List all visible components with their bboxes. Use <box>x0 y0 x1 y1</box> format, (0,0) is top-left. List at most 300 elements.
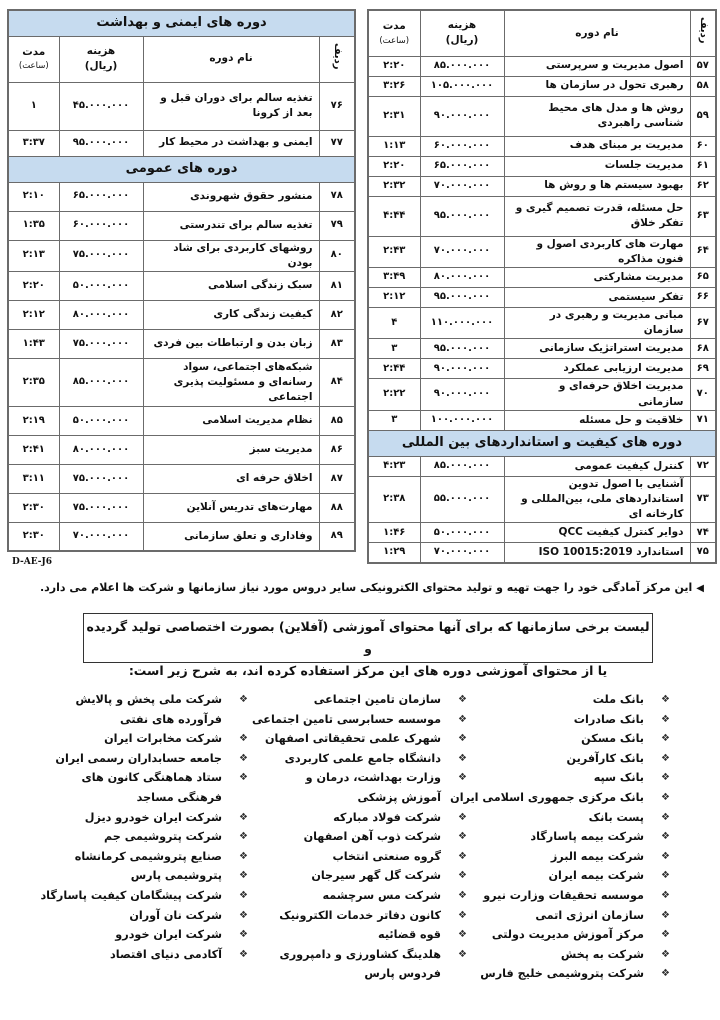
course-cost: ۵۰.۰۰۰.۰۰۰ <box>59 406 143 435</box>
course-name: مدیریت استراتژیک سازمانی <box>504 339 690 359</box>
course-cost: ۴۵.۰۰۰.۰۰۰ <box>59 82 143 130</box>
organization-item <box>267 945 467 965</box>
organization-item <box>48 925 248 945</box>
row-number: ۶۲ <box>690 176 716 196</box>
organization-name: پتروشیمی پارس <box>130 869 222 883</box>
organization-name: دانشگاه جامع علمی کاربردی <box>284 751 441 765</box>
row-number: ۷۷ <box>319 130 355 156</box>
row-number: ۷۵ <box>690 543 716 563</box>
organization-item <box>480 964 670 984</box>
management-courses-table <box>367 9 717 564</box>
course-duration: ۲:۱۳ <box>8 240 59 271</box>
diamond-bullet-icon: ❖ <box>661 909 670 921</box>
diamond-bullet-icon: ❖ <box>458 850 467 862</box>
course-cost: ۵۰.۰۰۰.۰۰۰ <box>420 523 504 543</box>
row-number: ۸۷ <box>319 464 355 493</box>
diamond-bullet-icon: ❖ <box>239 929 248 941</box>
course-name: زبان بدن و ارتباطات بین فردی <box>143 329 319 358</box>
header-course-name: نام دوره <box>504 10 690 56</box>
course-duration: ۲:۱۹ <box>8 406 59 435</box>
course-duration: ۴:۲۳ <box>368 456 420 476</box>
diamond-bullet-icon: ❖ <box>239 909 248 921</box>
organization-item <box>267 768 467 788</box>
table-row <box>8 493 355 522</box>
course-duration: ۴:۴۴ <box>368 196 420 236</box>
course-cost: ۹۰.۰۰۰.۰۰۰ <box>420 359 504 379</box>
course-name: مهارت‌های تدریس آنلاین <box>143 493 319 522</box>
diamond-bullet-icon: ❖ <box>661 850 670 862</box>
diamond-bullet-icon: ❖ <box>458 713 467 725</box>
organization-item <box>40 886 248 906</box>
row-number: ۵۷ <box>690 56 716 76</box>
organization-name: شرکت پیشگامان کیفیت پاسارگاد <box>40 888 222 902</box>
table-row <box>368 76 716 96</box>
row-number: ۷۹ <box>319 211 355 240</box>
organization-item <box>48 690 248 710</box>
organization-name: بانک کارآفرین <box>566 751 644 765</box>
organization-item <box>48 749 248 769</box>
row-number: ۷۶ <box>319 82 355 130</box>
row-number: ۶۹ <box>690 359 716 379</box>
course-name: رهبری تحول در سازمان ها <box>504 76 690 96</box>
organization-item <box>267 886 467 906</box>
organization-item <box>48 847 248 867</box>
section-title-general <box>8 156 355 182</box>
course-cost: ۷۵.۰۰۰.۰۰۰ <box>59 329 143 358</box>
table-row <box>8 182 355 211</box>
course-duration: ۲:۳۲ <box>368 176 420 196</box>
course-duration: ۲:۳۵ <box>8 358 59 406</box>
table-row <box>368 56 716 76</box>
organization-item <box>267 847 467 867</box>
diamond-bullet-icon: ❖ <box>458 811 467 823</box>
diamond-bullet-icon: ❖ <box>239 772 248 784</box>
course-cost: ۵۵.۰۰۰.۰۰۰ <box>420 476 504 523</box>
organization-name: وزارت بهداشت، درمان و <box>305 771 441 785</box>
course-duration: ۳ <box>368 339 420 359</box>
organization-name: شهرک علمی تحقیقاتی اصفهان <box>264 732 441 746</box>
section-title-quality <box>368 430 716 456</box>
header-duration: مدت (ساعت) <box>368 10 420 56</box>
organization-name: بانک سپه <box>593 771 644 785</box>
course-duration: ۲:۳۱ <box>368 96 420 136</box>
course-cost: ۷۰.۰۰۰.۰۰۰ <box>420 236 504 267</box>
row-number: ۷۰ <box>690 379 716 410</box>
table-row <box>8 358 355 406</box>
row-number: ۸۴ <box>319 358 355 406</box>
course-name: مبانی مدیریت و رهبری در سازمان <box>504 307 690 338</box>
course-duration: ۲:۲۰ <box>368 156 420 176</box>
organization-name: شرکت مخابرات ایران <box>104 732 222 746</box>
organization-item <box>267 964 467 984</box>
organization-item <box>480 690 670 710</box>
course-name: آشنایی با اصول تدوین استانداردهای ملی، بین‌المللی و کارخانه ای <box>504 476 690 523</box>
course-cost: ۷۰.۰۰۰.۰۰۰ <box>59 522 143 551</box>
course-cost: ۹۵.۰۰۰.۰۰۰ <box>420 196 504 236</box>
diamond-bullet-icon: ❖ <box>458 694 467 705</box>
course-duration: ۲:۱۲ <box>8 300 59 329</box>
course-cost: ۸۰.۰۰۰.۰۰۰ <box>59 435 143 464</box>
course-duration: ۳:۳۷ <box>8 130 59 156</box>
table-row <box>368 456 716 476</box>
organization-name: فرهنگی مساجد <box>136 790 222 804</box>
table-row <box>8 271 355 300</box>
header-row-number: ردیف <box>690 10 716 56</box>
organization-item <box>480 768 670 788</box>
organization-name: شرکت پتروشیمی جم <box>103 830 222 844</box>
course-cost: ۷۵.۰۰۰.۰۰۰ <box>59 464 143 493</box>
diamond-bullet-icon: ❖ <box>239 694 248 705</box>
intro-line-1: لیست برخی سازمانها که برای آنها محتوای آموزشی (آفلاین) بصورت اختصاصی تولید گردیده و <box>86 619 650 656</box>
organization-item <box>251 710 467 730</box>
diamond-bullet-icon: ❖ <box>458 870 467 882</box>
course-name: خلاقیت و حل مسئله <box>504 410 690 430</box>
table-row <box>8 130 355 156</box>
course-name: دوایر کنترل کیفیت QCC <box>504 523 690 543</box>
organizations-intro-box <box>83 613 653 678</box>
course-name: مدیریت جلسات <box>504 156 690 176</box>
diamond-bullet-icon: ❖ <box>239 811 248 823</box>
course-name: مدیریت بر مبنای هدف <box>504 136 690 156</box>
course-cost: ۸۵.۰۰۰.۰۰۰ <box>59 358 143 406</box>
diamond-bullet-icon: ❖ <box>661 831 670 843</box>
organization-name: شرکت ایران خودرو <box>115 928 222 942</box>
course-duration: ۳ <box>368 410 420 430</box>
row-number: ۸۶ <box>319 435 355 464</box>
course-cost: ۶۰.۰۰۰.۰۰۰ <box>59 211 143 240</box>
notice-text <box>40 581 704 594</box>
diamond-bullet-icon: ❖ <box>458 889 467 901</box>
diamond-bullet-icon: ❖ <box>458 733 467 745</box>
organization-name: آموزش پزشکی <box>357 790 441 804</box>
organizations-column-3 <box>40 690 248 964</box>
course-cost: ۹۵.۰۰۰.۰۰۰ <box>420 339 504 359</box>
course-name: تفکر سیستمی <box>504 287 690 307</box>
course-name: روشهای کاربردی برای شاد بودن <box>143 240 319 271</box>
course-cost: ۸۵.۰۰۰.۰۰۰ <box>420 56 504 76</box>
diamond-bullet-icon: ❖ <box>458 948 467 960</box>
diamond-bullet-icon: ❖ <box>458 909 467 921</box>
section-title: دوره های عمومی <box>8 156 355 182</box>
diamond-bullet-icon: ❖ <box>661 694 670 705</box>
course-name: روش ها و مدل های محیط شناسی راهبردی <box>504 96 690 136</box>
organization-item <box>48 710 248 730</box>
row-number: ۶۵ <box>690 267 716 287</box>
organization-item <box>480 945 670 965</box>
organization-item <box>480 729 670 749</box>
organization-item <box>480 710 670 730</box>
course-duration: ۱:۴۳ <box>8 329 59 358</box>
course-cost: ۱۰۰.۰۰۰.۰۰۰ <box>420 410 504 430</box>
organization-name: آکادمی دنیای اقتصاد <box>110 947 222 961</box>
course-duration: ۱ <box>8 82 59 130</box>
course-duration: ۴ <box>368 307 420 338</box>
diamond-bullet-icon: ❖ <box>239 831 248 843</box>
notice-label: این مرکز آمادگی خود را جهت تهیه و تولید محتوای الکترونیکی سایر دروس مورد نیاز سازمانها و شرکت ها اعلام می دارد. <box>39 581 693 594</box>
table-header-row <box>368 10 716 56</box>
organization-item <box>48 827 248 847</box>
course-name: مدیریت مشارکتی <box>504 267 690 287</box>
organization-name: بانک مسکن <box>581 732 644 746</box>
course-duration: ۲:۱۰ <box>8 182 59 211</box>
organization-name: فردوس پارس <box>364 967 441 981</box>
organization-name: فرآورده های نفتی <box>120 712 222 726</box>
row-number: ۸۸ <box>319 493 355 522</box>
organization-name: کانون دفاتر خدمات الکترونیک <box>279 908 441 922</box>
row-number: ۷۴ <box>690 523 716 543</box>
course-name: ایمنی و بهداشت در محیط کار <box>143 130 319 156</box>
course-duration: ۱:۴۶ <box>368 523 420 543</box>
organization-item <box>480 925 670 945</box>
row-number: ۶۸ <box>690 339 716 359</box>
course-duration: ۱:۲۹ <box>368 543 420 563</box>
row-number: ۸۰ <box>319 240 355 271</box>
organization-name: شرکت بیمه پاسارگاد <box>530 830 644 844</box>
table-row <box>368 236 716 267</box>
table-row <box>368 523 716 543</box>
organization-item <box>267 749 467 769</box>
organization-item <box>450 788 670 808</box>
course-name: منشور حقوق شهروندی <box>143 182 319 211</box>
organization-item <box>480 886 670 906</box>
table-header-row <box>8 36 355 82</box>
organization-name: موسسه حسابرسی تامین اجتماعی <box>251 712 441 726</box>
row-number: ۶۰ <box>690 136 716 156</box>
organization-name: جامعه حسابداران رسمی ایران <box>55 751 222 765</box>
course-name: شبکه‌های اجتماعی، سواد رسانه‌ای و مسئولیت پذیری اجتماعی <box>143 358 319 406</box>
diamond-bullet-icon: ❖ <box>239 889 248 901</box>
organization-item <box>480 827 670 847</box>
organization-item <box>48 729 248 749</box>
course-cost: ۸۰.۰۰۰.۰۰۰ <box>420 267 504 287</box>
diamond-bullet-icon: ❖ <box>239 870 248 882</box>
table-row <box>368 287 716 307</box>
course-duration: ۲:۳۰ <box>8 493 59 522</box>
organization-item <box>480 808 670 828</box>
table-row <box>8 464 355 493</box>
course-cost: ۵۰.۰۰۰.۰۰۰ <box>59 271 143 300</box>
header-cost: هزینه (ریال) <box>420 10 504 56</box>
course-cost: ۶۵.۰۰۰.۰۰۰ <box>420 156 504 176</box>
header-row-number: ردیف <box>319 36 355 82</box>
organization-name: شرکت ایران خودرو دیزل <box>84 810 222 824</box>
course-name: بهبود سیستم ها و روش ها <box>504 176 690 196</box>
organization-name: هلدینگ کشاورزی و دامپروری <box>279 947 441 961</box>
diamond-bullet-icon: ❖ <box>661 733 670 745</box>
organization-item <box>267 788 467 808</box>
course-cost: ۹۰.۰۰۰.۰۰۰ <box>420 379 504 410</box>
row-number: ۶۷ <box>690 307 716 338</box>
course-cost: ۹۰.۰۰۰.۰۰۰ <box>420 96 504 136</box>
table-row <box>8 435 355 464</box>
organization-name: شرکت به پخش <box>560 947 644 961</box>
organization-name: شرکت بیمه ایران <box>548 869 644 883</box>
organization-name: ستاد هماهنگی کانون های <box>81 771 222 785</box>
organization-item <box>48 788 248 808</box>
diamond-bullet-icon: ❖ <box>661 948 670 960</box>
course-name: مدیریت سبز <box>143 435 319 464</box>
course-cost: ۹۵.۰۰۰.۰۰۰ <box>420 287 504 307</box>
table-row <box>8 211 355 240</box>
organization-name: شرکت ذوب آهن اصفهان <box>303 830 441 844</box>
course-name: اصول مدیریت و سرپرستی <box>504 56 690 76</box>
row-number: ۶۴ <box>690 236 716 267</box>
organizations-column-2 <box>251 690 467 984</box>
organization-name: شرکت بیمه البرز <box>550 849 644 863</box>
organization-name: شرکت فولاد مبارکه <box>333 810 441 824</box>
organization-name: پست بانک <box>588 810 644 824</box>
table-row <box>368 96 716 136</box>
organization-name: قوه قضائیه <box>378 928 441 942</box>
section-title: دوره های کیفیت و استانداردهای بین المللی <box>368 430 716 456</box>
course-cost: ۷۵.۰۰۰.۰۰۰ <box>59 493 143 522</box>
triangle-bullet-icon: ◀ <box>696 583 704 594</box>
row-number: ۸۵ <box>319 406 355 435</box>
row-number: ۶۳ <box>690 196 716 236</box>
organization-name: موسسه تحقیقات وزارت نیرو <box>483 888 644 902</box>
course-duration: ۲:۲۰ <box>368 56 420 76</box>
course-cost: ۸۵.۰۰۰.۰۰۰ <box>420 456 504 476</box>
table-row <box>8 522 355 551</box>
organization-item <box>267 925 467 945</box>
organization-name: مرکز آموزش مدیریت دولتی <box>491 928 644 942</box>
course-duration: ۲:۳۸ <box>368 476 420 523</box>
section-title-safety <box>8 10 355 36</box>
diamond-bullet-icon: ❖ <box>458 929 467 941</box>
table-row <box>368 176 716 196</box>
row-number: ۸۱ <box>319 271 355 300</box>
course-name: کیفیت زندگی کاری <box>143 300 319 329</box>
organization-item <box>267 827 467 847</box>
diamond-bullet-icon: ❖ <box>661 752 670 764</box>
course-name: نظام مدیریت اسلامی <box>143 406 319 435</box>
organization-item <box>480 749 670 769</box>
organization-item <box>267 866 467 886</box>
course-duration: ۲:۱۲ <box>368 287 420 307</box>
organization-item <box>480 906 670 926</box>
course-duration: ۲:۲۲ <box>368 379 420 410</box>
organization-name: شرکت گل گهر سیرجان <box>311 869 441 883</box>
course-name: مدیریت ارزیابی عملکرد <box>504 359 690 379</box>
course-name: مدیریت اخلاق حرفه‌ای و سازمانی <box>504 379 690 410</box>
organization-name: بانک صادرات <box>573 712 644 726</box>
table-row <box>368 410 716 430</box>
course-cost: ۸۰.۰۰۰.۰۰۰ <box>59 300 143 329</box>
diamond-bullet-icon: ❖ <box>458 772 467 784</box>
course-duration: ۲:۳۰ <box>8 522 59 551</box>
table-row <box>368 307 716 338</box>
diamond-bullet-icon: ❖ <box>661 889 670 901</box>
row-number: ۷۳ <box>690 476 716 523</box>
table-row <box>368 359 716 379</box>
course-cost: ۷۰.۰۰۰.۰۰۰ <box>420 543 504 563</box>
course-duration: ۱:۱۳ <box>368 136 420 156</box>
intro-line-2: یا از محتوای آموزشی دوره های این مرکز استفاده کرده اند، به شرح زیر است: <box>128 663 608 678</box>
section-title: دوره های ایمنی و بهداشت <box>8 10 355 36</box>
organization-name: سازمان انرژی اتمی <box>535 908 644 922</box>
organization-name: بانک مرکزی جمهوری اسلامی ایران <box>450 790 644 804</box>
table-row <box>368 196 716 236</box>
organization-name: گروه صنعتی انتخاب <box>332 849 441 863</box>
course-duration: ۲:۴۴ <box>368 359 420 379</box>
table-row <box>368 267 716 287</box>
course-name: استاندارد ISO 10015:2019 <box>504 543 690 563</box>
organization-item <box>48 768 248 788</box>
organization-name: شرکت پتروشیمی خلیج فارس <box>480 967 644 981</box>
course-name: حل مسئله، قدرت تصمیم گیری و تفکر خلاق <box>504 196 690 236</box>
table-row <box>368 156 716 176</box>
course-name: تغذیه سالم برای دوران قبل و بعد از کرونا <box>143 82 319 130</box>
table-row <box>368 543 716 563</box>
organization-name: شرکت نان آوران <box>129 908 222 922</box>
course-name: اخلاق حرفه ای <box>143 464 319 493</box>
organization-item <box>267 690 467 710</box>
course-name: تغذیه سالم برای تندرستی <box>143 211 319 240</box>
header-duration: مدت (ساعت) <box>8 36 59 82</box>
header-cost: هزینه (ریال) <box>59 36 143 82</box>
row-number: ۵۹ <box>690 96 716 136</box>
organization-name: سازمان تامین اجتماعی <box>313 693 441 706</box>
course-duration: ۱:۳۵ <box>8 211 59 240</box>
organization-item <box>48 808 248 828</box>
row-number: ۷۸ <box>319 182 355 211</box>
organization-name: بانک ملت <box>592 693 644 706</box>
course-cost: ۷۵.۰۰۰.۰۰۰ <box>59 240 143 271</box>
header-course-name: نام دوره <box>143 36 319 82</box>
diamond-bullet-icon: ❖ <box>239 850 248 862</box>
course-cost: ۱۱۰.۰۰۰.۰۰۰ <box>420 307 504 338</box>
organization-item <box>48 906 248 926</box>
table-row <box>8 240 355 271</box>
table-row <box>8 329 355 358</box>
table-row <box>8 82 355 130</box>
diamond-bullet-icon: ❖ <box>458 831 467 843</box>
organization-item <box>267 906 467 926</box>
diamond-bullet-icon: ❖ <box>661 929 670 941</box>
diamond-bullet-icon: ❖ <box>661 772 670 784</box>
course-name: مهارت های کاربردی اصول و فنون مذاکره <box>504 236 690 267</box>
diamond-bullet-icon: ❖ <box>458 752 467 764</box>
row-number: ۸۳ <box>319 329 355 358</box>
diamond-bullet-icon: ❖ <box>661 968 670 980</box>
row-number: ۷۱ <box>690 410 716 430</box>
organization-item <box>264 729 467 749</box>
organization-item <box>480 866 670 886</box>
organization-item <box>48 866 248 886</box>
course-name: سبک زندگی اسلامی <box>143 271 319 300</box>
course-cost: ۶۰.۰۰۰.۰۰۰ <box>420 136 504 156</box>
row-number: ۸۹ <box>319 522 355 551</box>
course-cost: ۹۵.۰۰۰.۰۰۰ <box>59 130 143 156</box>
table-row <box>368 476 716 523</box>
course-name: کنترل کیفیت عمومی <box>504 456 690 476</box>
safety-general-courses-table <box>7 9 356 552</box>
table-row <box>368 379 716 410</box>
organization-item <box>267 808 467 828</box>
course-cost: ۷۰.۰۰۰.۰۰۰ <box>420 176 504 196</box>
organization-item <box>480 847 670 867</box>
row-number: ۵۸ <box>690 76 716 96</box>
row-number: ۸۲ <box>319 300 355 329</box>
course-duration: ۲:۴۱ <box>8 435 59 464</box>
table-row <box>368 136 716 156</box>
course-cost: ۶۵.۰۰۰.۰۰۰ <box>59 182 143 211</box>
diamond-bullet-icon: ❖ <box>661 870 670 882</box>
diamond-bullet-icon: ❖ <box>661 713 670 725</box>
course-duration: ۲:۴۳ <box>368 236 420 267</box>
table-row <box>8 300 355 329</box>
organizations-column-1 <box>450 690 670 984</box>
